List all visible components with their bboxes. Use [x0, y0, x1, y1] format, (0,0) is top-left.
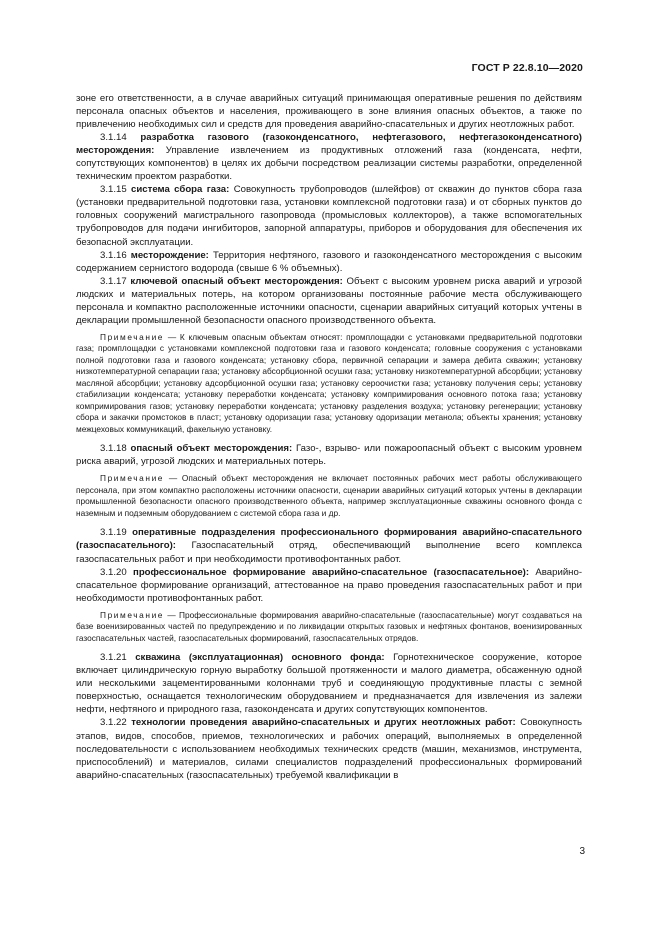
note-3-1-17 — [76, 332, 582, 436]
clause-number: 3.1.20 — [100, 566, 127, 578]
definition-3-1-15 — [76, 183, 582, 248]
page-number: 3 — [579, 846, 585, 857]
paragraph-text: зоне его ответственности, а в случае аварийных ситуаций принимающая оперативные решения по действиям персонала опасных объектов и населения, проживающего в зоне влияния опасных объектов, а также по привлечению необходимых сил и средств для проведения аварийно-спасательных и других неотложных работ. — [76, 93, 582, 131]
clause-number: 3.1.22 — [100, 717, 127, 729]
clause-number: 3.1.19 — [100, 527, 127, 539]
paragraph-continuation — [76, 92, 582, 131]
note-3-1-20 — [76, 610, 582, 645]
definition-3-1-20 — [76, 566, 582, 605]
term: опасный объект месторождения: — [130, 443, 293, 455]
document-code: ГОСТ Р 22.8.10—2020 — [471, 62, 583, 74]
term: месторождение: — [130, 249, 209, 261]
clause-number: 3.1.15 — [100, 184, 127, 196]
clause-number: 3.1.21 — [100, 652, 127, 664]
definition-text: Управление извлечением из продуктивных отложений газа (конденсата, нефти, сопутствующих компонентов) в целях их добычи посредством реализации системы разработки, определенной техническим проектом разработки. — [76, 145, 582, 183]
term: разработка газового (газоконденсатного, нефтегазового, нефтегазоконденсатного) месторождения: — [76, 132, 583, 157]
definition-3-1-17 — [76, 275, 582, 327]
definition-text: Совокупность трубопроводов (шлейфов) от скважин до пунктов сбора газа (установки предварительной подготовки газа, установки комплексной подготовки газа) и от сборных пунктов до головных сооружений магистрального газопровода (промысловых коллекторов), а также вспомогательных трубопроводов для подачи ингибиторов, запорной аппаратуры, приборов и оборудования для обеспечения их безопасной эксплуатации. — [76, 184, 582, 248]
definition-3-1-19 — [76, 526, 582, 565]
term: оперативные подразделения профессионального формирования аварийно-спасательного (газоспасательного): — [76, 527, 582, 552]
term: ключевой опасный объект месторождения: — [130, 275, 343, 287]
term: технологии проведения аварийно-спасательных и других неотложных работ: — [131, 717, 516, 729]
note-text: — К ключевым опасным объектам относят: промплощадки с установками предварительной подготовки газа; промплощадки с установками комплексной подготовки газа и газового конденсата; головные сооружения с установками полной подготовки газа и газового конденсата; установку сбора, первичной сепарации и замера дебита скважин; установку низкотемпературной сепарации газа; установку абсорбционной осушки газа; установку низкотемпературной абсорбции; установку масляной абсорбции; установку адсорбционной осушки газа; установку сероочистки газа; установку получения серы; установку стабилизации конденсата; установку переработки конденсата; установку компримирования основного потока газа; установку компримирования газов; установку переработки конденсата; установку разделения воздуха; установку регенерации; установку сбора и закачки промстоков в пласт; установку одоризации газа; установку одоризации метанола; объекты хранения; установку межцеховых коммуникаций, факельную установку. — [76, 331, 582, 434]
clause-number: 3.1.14 — [100, 132, 127, 144]
term: профессиональное формирование аварийно-спасательное (газоспасательное): — [133, 566, 530, 578]
definition-text: Газоспасательный отряд, обеспечивающий выполнение всего комплекса газоспасательных работ и при необходимости противофонтанных работ. — [76, 540, 582, 565]
definition-3-1-14 — [76, 131, 582, 183]
definition-3-1-22 — [76, 716, 582, 781]
term: система сбора газа: — [131, 184, 230, 196]
definition-text: Объект с высоким уровнем риска аварий и угрозой людских и материальных потерь, на котором организованы постоянные рабочие места обслуживающего персонала и компактно расположенные источники опасности, сценарии аварийных ситуаций которых учтены в декларации промышленной безопасности опасного производственного объекта. — [76, 275, 582, 326]
clause-number: 3.1.18 — [100, 443, 127, 455]
definition-3-1-16 — [76, 249, 582, 275]
note-label: Примечание — [100, 473, 165, 484]
note-label: Примечание — [100, 609, 165, 620]
note-text: — Опасный объект месторождения не включает постоянных рабочих мест работы обслуживающего персонала, при этом компактно расположены источники опасности, сценарии аварийных ситуаций которых учтены в декларации промышленной безопасности опасного производственного объекта, например эксплуатационные скважины основного фонда с наземным и подземным оборудованием с системой сбора газа и др. — [76, 473, 582, 518]
note-3-1-18 — [76, 473, 582, 519]
definition-3-1-18 — [76, 442, 582, 468]
definition-text: Газо-, взрыво- или пожароопасный объект с высоким уровнем риска аварий, угрозой людских и материальных потерь. — [76, 443, 582, 468]
definition-text: Аварийно-спасательное формирование организаций, аттестованное на право проведения газоспасательных работ и при необходимости противофонтанных работ. — [76, 566, 583, 604]
note-text: — Профессиональные формирования аварийно-спасательные (газоспасательные) могут создаваться на базе военизированных частей по предупреждению и по ликвидации открытых газовых и нефтяных фонтанов, военизированных газоспасательных частей, газоспасательных формирований, газоспасательных отрядов. — [76, 609, 582, 643]
definition-text: Территория нефтяного, газового и газоконденсатного месторождения с высоким содержанием сернистого водорода (свыше 6 % объемных). — [76, 249, 582, 274]
definition-text: Совокупность этапов, видов, способов, приемов, технологических и рабочих операций, выполняемых в определенной последовательности с использованием необходимых технических средств (машин, механизмов, инструмента, приспособлений) и материалов, силами специалистов подразделений профессиональных формирований аварийно-спасательных (газоспасательных) требуемой квалификации в — [76, 717, 582, 781]
term: скважина (эксплуатационная) основного фонда: — [135, 652, 385, 664]
note-label: Примечание — [100, 331, 165, 342]
clause-number: 3.1.16 — [100, 249, 127, 261]
clause-number: 3.1.17 — [100, 275, 127, 287]
document-body — [76, 92, 582, 782]
definition-text: Горнотехническое сооружение, которое включает цилиндрическую горную выработку большой протяженности и малого диаметра, обсаженную одной или несколькими зацементированными колоннами труб и соединяющую продуктивные пласты с земной поверхностью, оснащается технологическим оборудованием и предназначается для извлечения из залежи нефти, нефтяного и природного газа, газоконденсата и других сопутствующих компонентов. — [76, 652, 582, 716]
definition-3-1-21 — [76, 651, 582, 716]
